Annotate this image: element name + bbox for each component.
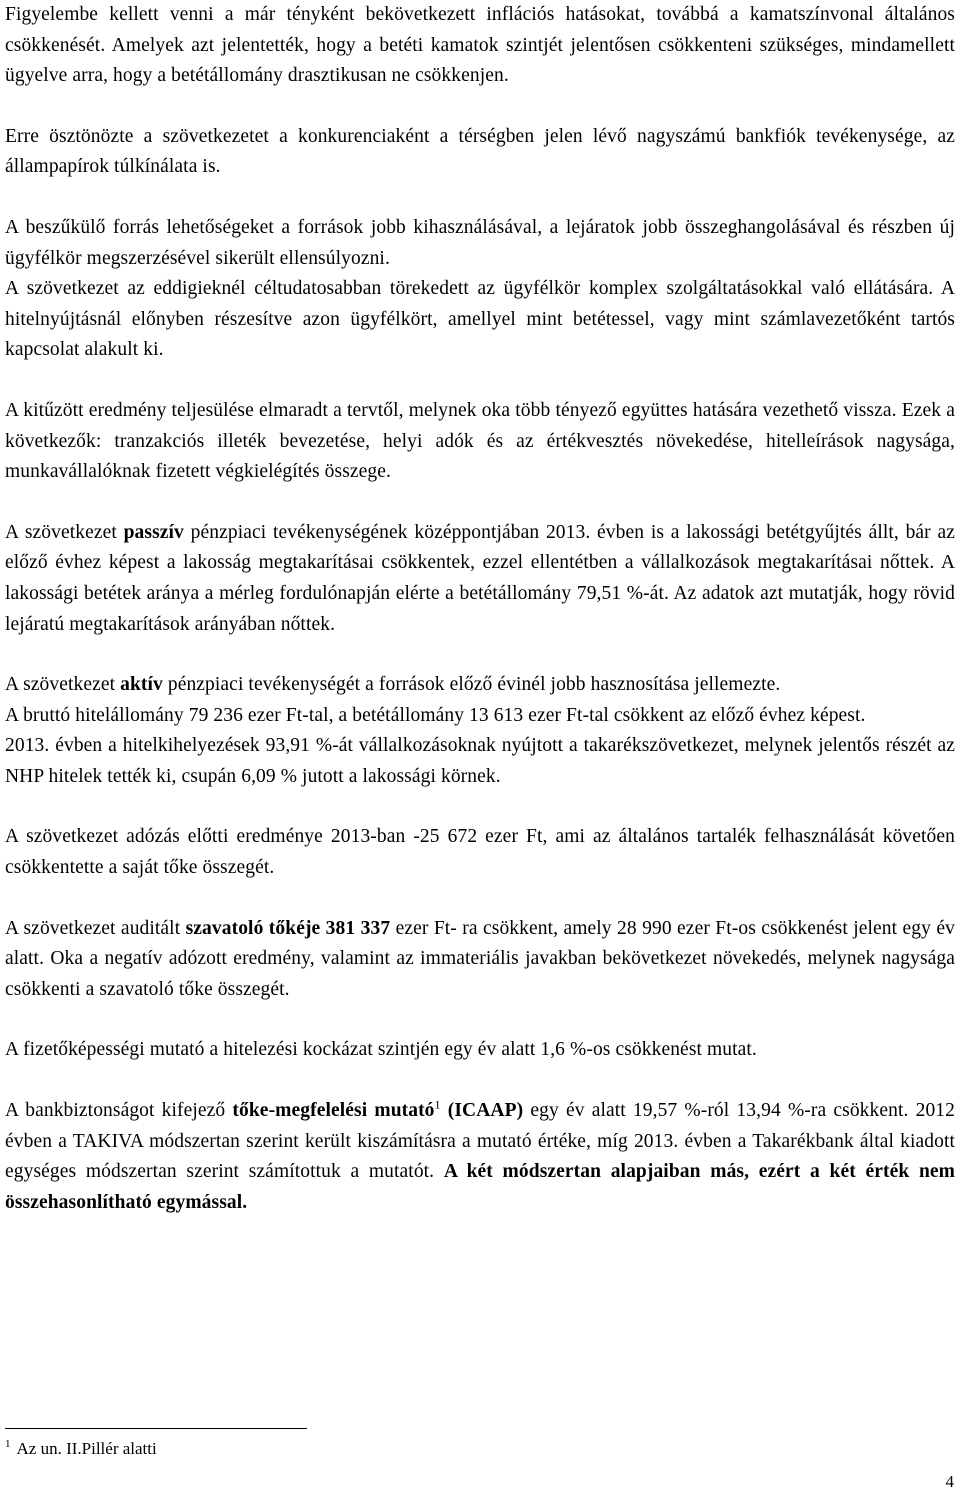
bold-term-capital-adequacy: tőke-megfelelési mutató: [232, 1100, 435, 1122]
text-run: pénzpiaci tevékenységének középpontjában 2013. évben is a lakossági betétgyűjtés állt, bár az előző évhez képest a lakosság megtakarításai csökkentek, ezzel ellentétben a vállalkozások megtakarításai nőttek. A lakossági betétek aránya a mérleg fordulónapján elérte a betétállomány 79,51 %-át. Az adatok azt mutatják, hogy rövid lejáratú megtakarítások arányában nőttek.: [5, 521, 955, 635]
paragraph-sources: A beszűkülő forrás lehetőségeket a források jobb kihasználásával, a lejáratok jobb összeghangolásával és részben új ügyfélkör megszerzésével sikerült ellensúlyozni.: [5, 216, 955, 269]
text-run: A szövetkezet auditált: [5, 917, 186, 939]
text-run: ezer Ft- ra csökkent, amely 28 990 ezer Ft-os csökkenést jelent egy év alatt. Oka a negatív adózott eredmény, valamint az immateriális javakban bekövetkezet növekedés, melynek nagysága csökkenti a szavatoló tőke összegét.: [5, 917, 955, 1000]
text-run: A szövetkezet: [5, 674, 121, 696]
footnote: [5, 1438, 157, 1460]
paragraph-competition: Erre ösztönözte a szövetkezetet a konkurenciaként a térségben jelen lévő nagyszámú bankfiók tevékenysége, az állampapírok túlkínálata is.: [5, 125, 955, 178]
paragraph-pretax-result: A szövetkezet adózás előtti eredménye 2013-ban -25 672 ezer Ft, ami az általános tartalék felhasználását követően csökkentette a saját tőke összegét.: [5, 826, 955, 879]
bold-term-passive: passzív: [123, 521, 184, 543]
paragraph-result-factors: A kitűzött eredmény teljesülése elmaradt a tervtől, melynek oka több tényező együttes hatására vezethető vissza. Ezek a következők: tranzakciós illeték bevezetése, helyi adók és az értékvesztés növekedése, hitelleírások nagysága, munkavállalóknak fizetett végkielégítés összege.: [5, 399, 955, 483]
footnote-mark: 1: [5, 1438, 11, 1451]
text-run: egy év alatt 19,57 %-ról 13,94 %-ra csökkent. 2012 évben a TAKIVA módszertan szerint került kiszámításra a mutató értéke, míg 2013. évben a Takarékbank által kiadott egységes módszertan szerint számítottuk a mutatót.: [5, 1100, 955, 1183]
text-run: A szövetkezet: [5, 521, 124, 543]
paragraph-passive-activity: [5, 518, 955, 640]
paragraph-own-funds: [5, 914, 955, 1006]
paragraph-loan-placements: 2013. évben a hitelkihelyezések 93,91 %-át vállalkozásoknak nyújtott a takarékszövetkezet, melynek jelentős részét az NHP hitelek tették ki, csupán 6,09 % jutott a lakossági körnek.: [5, 735, 955, 787]
page-number: 4: [945, 1472, 954, 1491]
bold-term-active: aktív: [120, 674, 163, 696]
text-run: A bankbiztonságot kifejező: [5, 1100, 233, 1122]
paragraph-solvency-ratio: A fizetőképességi mutató a hitelezési kockázat szintjén egy év alatt 1,6 %-os csökkenést mutat.: [5, 1039, 757, 1061]
paragraph-active-activity: [5, 670, 955, 701]
document-page: [5, 0, 955, 1218]
footnote-reference[interactable]: 1: [434, 1097, 441, 1112]
footnote-divider: [5, 1428, 307, 1429]
bold-term-own-funds: szavatoló tőkéje 381 337: [185, 917, 391, 939]
bold-term-icaap: (ICAAP): [440, 1100, 524, 1122]
text-run: pénzpiaci tevékenységét a források előző évinél jobb hasznosítása jellemezte.: [162, 674, 781, 696]
paragraph-capital-adequacy: [5, 1096, 955, 1218]
footnote-text: Az un. II.Pillér alatti: [16, 1439, 157, 1458]
paragraph-client-services: A szövetkezet az eddigieknél céltudatosabban törekedett az ügyfélkör komplex szolgáltatásokkal való ellátására. A hitelnyújtásnál előnyben részesítve azon ügyfélkört, amellyel mint betétessel, vagy mint számlavezetőként tartós kapcsolat alakult ki.: [5, 278, 955, 361]
bold-conclusion: A két módszertan alapjaiban más, ezért a két érték nem összehasonlítható egymással.: [5, 1161, 955, 1213]
paragraph-inflation: Figyelembe kellett venni a már tényként bekövetkezett inflációs hatásokat, továbbá a kamatszínvonal általános csökkenését. Amelyek azt jelentették, hogy a betéti kamatok szintjét jelentősen csökkenteni szükséges, mindamellett ügyelve arra, hogy a betétállomány drasztikusan ne csökkenjen.: [5, 4, 955, 87]
paragraph-gross-loans: A bruttó hitelállomány 79 236 ezer Ft-tal, a betétállomány 13 613 ezer Ft-tal csökkent az előző évhez képest.: [5, 704, 866, 726]
